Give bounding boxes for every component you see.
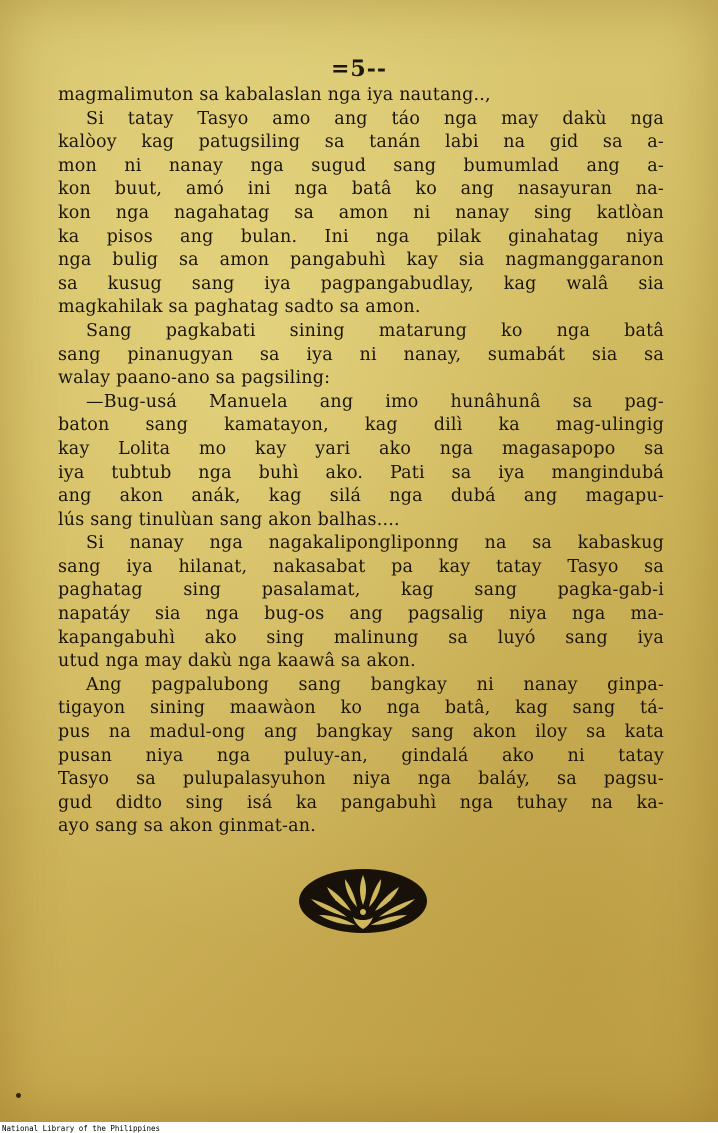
text-line: kon nga nagahatag sa amon ni nanay sing katlòan	[58, 202, 664, 223]
text-line: magkahilak sa paghatag sadto sa amon.	[58, 297, 421, 318]
text-line: Si tatay Tasyo amo ang táo nga may dakù nga	[86, 108, 664, 129]
text-line: kalòoy kag patugsiling sa tanán labi na gid sa a-	[58, 132, 664, 153]
text-line: utud nga may dakù nga kaawâ sa akon.	[58, 651, 416, 672]
text-line: sa kusug sang iya pagpangabudlay, kag walâ sia	[58, 273, 664, 294]
text-line: sang pinanugyan sa iya ni nanay, sumabát sia sa	[58, 344, 664, 365]
library-credit: National Library of the Philippines	[2, 1124, 161, 1133]
text-line: nga bulig sa amon pangabuhì kay sia nagmanggaranon	[58, 250, 664, 271]
text-line: baton sang kamatayon, kag dilì ka mag-ulingig	[58, 415, 664, 436]
text-line: kay Lolita mo kay yari ako nga magasapopo sa	[58, 438, 664, 459]
text-line: sang iya hilanat, nakasabat pa kay tatay Tasyo sa	[58, 556, 664, 577]
text-line: paghatag sing pasalamat, kag sang pagka-gab-i	[58, 580, 664, 601]
text-line: mon ni nanay nga sugud sang bumumlad ang a-	[58, 155, 664, 176]
text-line: kapangabuhì ako sing malinung sa luyó sang iya	[58, 627, 664, 648]
text-line: ang akon anák, kag silá nga dubá ang magapu-	[58, 486, 664, 507]
text-line: Ang pagpalubong sang bangkay ni nanay ginpa-	[86, 674, 664, 695]
text-line: tigayon sining maawàon ko nga batâ, kag sang tá-	[58, 698, 664, 719]
text-line: walay paano-ano sa pagsiling:	[58, 368, 331, 389]
text-line: lús sang tinulùan sang akon balhas....	[58, 509, 400, 530]
text-line: Tasyo sa pulupalasyuhon niya nga baláy, sa pagsu-	[58, 769, 664, 790]
text-line: —Bug-usá Manuela ang imo hunâhunâ sa pag-	[86, 391, 664, 412]
text-line: magmalimuton sa kabalaslan nga iya nautang..,	[58, 85, 491, 105]
ink-speck	[16, 1093, 21, 1098]
text-line: Si nanay nga nagakalipongliponng na sa kabaskug	[86, 533, 664, 554]
text-line: gud didto sing isá ka pangabuhì nga tuhay na ka-	[58, 792, 664, 813]
text-line: ayo sang sa akon ginmat-an.	[58, 816, 316, 837]
page-number: =5--	[330, 56, 387, 82]
floral-ornament-icon	[293, 855, 433, 939]
text-line: pusan niya nga puluy-an, gindalá ako ni tatay	[58, 745, 664, 766]
text-line: Sang pagkabati sining matarung ko nga batâ	[86, 320, 664, 341]
text-line: napatáy sia nga bug-os ang pagsalig niya nga ma-	[58, 604, 664, 625]
text-line: pus na madul-ong ang bangkay sang akon iloy sa kata	[58, 722, 664, 743]
text-line: iya tubtub nga buhì ako. Pati sa iya mangindubá	[58, 462, 664, 483]
text-line: kon buut, amó ini nga batâ ko ang nasayuran na-	[58, 179, 664, 200]
body-text	[58, 84, 664, 839]
text-line: ka pisos ang bulan. Ini nga pilak ginahatag niya	[58, 226, 664, 247]
